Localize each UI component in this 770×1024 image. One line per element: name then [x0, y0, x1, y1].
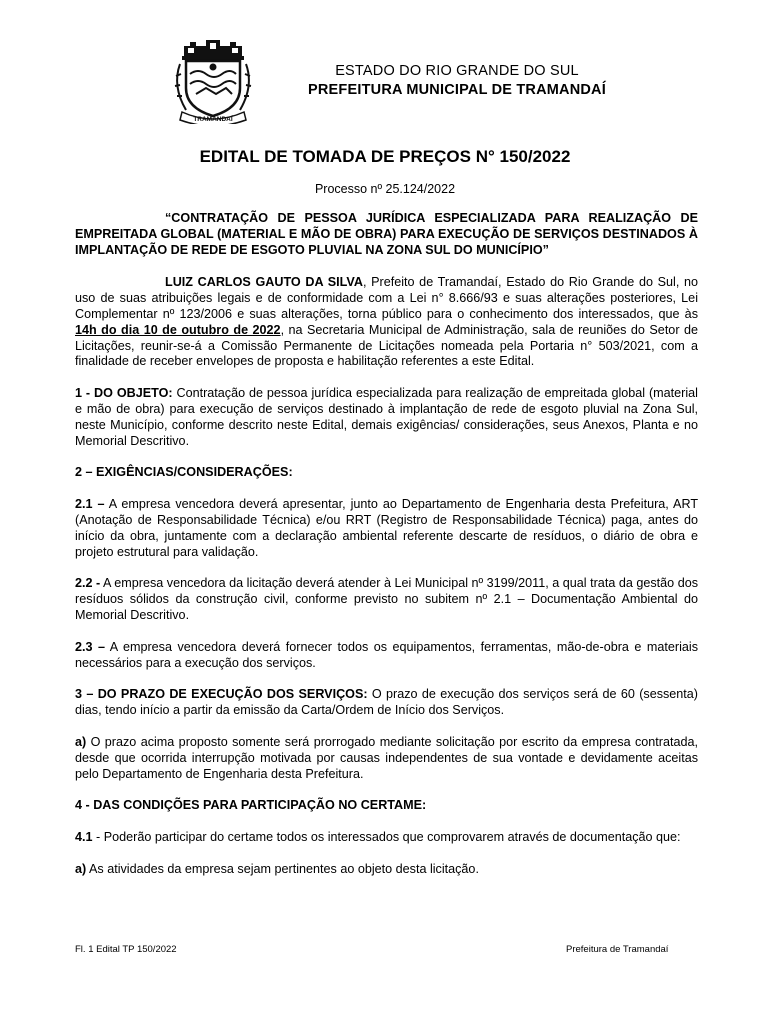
document-title: EDITAL DE TOMADA DE PREÇOS N° 150/2022: [199, 147, 571, 166]
footer-page-reference: Fl. 1 Edital TP 150/2022: [75, 944, 177, 955]
section-3-text: O prazo de execução dos serviços será de 60 (sessenta) dias, tendo início a partir da emissão da Carta/Ordem de Início dos Serviços.: [75, 687, 698, 718]
footer-issuer: Prefeitura de Tramandaí: [566, 944, 669, 955]
item-4-1-a: [75, 862, 698, 878]
item-2-2: [75, 576, 698, 623]
item-2-2-label: 2.2 -: [75, 576, 101, 591]
item-4-1-a-text: As atividades da empresa sejam pertinentes ao objeto desta licitação.: [86, 861, 479, 876]
item-4-1-text: - Poderão participar do certame todos os interessados que comprovarem através de documentação que:: [92, 830, 681, 845]
item-2-3-text: A empresa vencedora deverá fornecer todos os equipamentos, ferramentas, mão-de-obra e materiais necessários para a execução dos serviços.: [75, 639, 698, 670]
item-2-1-text: A empresa vencedora deverá apresentar, junto ao Departamento de Engenharia desta Prefeitura, ART (Anotação de Responsabilidade Técnica) e/ou RRT (Registro de Responsabilidade Técnica) paga, antes do início da obra, juntamente com a declaração ambiental referente descarte de resíduos, o diário de obra e projeto estrutural para validação.: [75, 497, 699, 559]
svg-text:TRAMANDAÍ: TRAMANDAÍ: [193, 116, 233, 123]
object-summary: “CONTRATAÇÃO DE PESSOA JURÍDICA ESPECIALIZADA PARA REALIZAÇÃO DE EMPREITADA GLOBAL (MATERIAL E MÃO DE OBRA) PARA EXECUÇÃO DE SERVIÇOS DESTINADOS À IMPLANTAÇÃO DE REDE DE ESGOTO PLUVIAL NA ZONA SUL DO MUNICÍPIO”: [75, 211, 698, 257]
section-2-heading: 2 – EXIGÊNCIAS/CONSIDERAÇÕES:: [75, 465, 293, 480]
item-2-3-label: 2.3 –: [75, 639, 105, 654]
item-2-1: [75, 497, 698, 560]
section-3-deadline: [75, 687, 698, 719]
section-3-label: 3 – DO PRAZO DE EXECUÇÃO DOS SERVIÇOS:: [75, 687, 368, 702]
section-1-text: Contratação de pessoa jurídica especializada para realização de empreitada global (material e mão de obra) para execução de serviços destinado à implantação de rede de esgoto pluvial na Zona Sul, neste Município, conforme descrito neste Edital, demais exigências/ considerações, seus Anexos, Planta e no Memorial Descritivo.: [75, 386, 698, 448]
mayor-name: LUIZ CARLOS GAUTO DA SILVA: [165, 275, 363, 290]
session-datetime: 14h do dia 10 de outubro de 2022: [75, 322, 281, 337]
item-2-1-label: 2.1 –: [75, 497, 105, 512]
item-4-1-a-label: a): [75, 861, 87, 876]
section-3-item-a-label: a): [75, 734, 87, 749]
process-number: Processo nº 25.124/2022: [314, 182, 456, 196]
intro-text-b: , na Secretaria Municipal de Administração, sala de reuniões do Setor de Licitações, reunir-se-á a Comissão Permanente de Licitações nomeada pela Portaria n° 503/2021, com a finalidade de receber envelopes de proposta e habilitação referentes a este Edital.: [75, 322, 698, 369]
section-3-item-a-text: O prazo acima proposto somente será prorrogado mediante solicitação por escrito da empresa contratada, desde que ocorrida interrupção motivada por causas independentes de sua vontade e devidamente aceitas pelo Departamento de Engenharia desta Prefeitura.: [75, 734, 698, 781]
state-name: ESTADO DO RIO GRANDE DO SUL: [335, 63, 579, 79]
municipal-crest-logo: [166, 36, 260, 124]
item-4-1-label: 4.1: [75, 830, 93, 845]
section-3-item-a: [75, 735, 698, 782]
item-2-2-text: A empresa vencedora da licitação deverá atender à Lei Municipal nº 3199/2011, a qual trata da gestão dos resíduos sólidos da construção civil, conforme previsto no subitem nº 2.1 – Documentação Ambiental do Memorial Descritivo.: [75, 576, 699, 622]
intro-text-a: , Prefeito de Tramandaí, Estado do Rio Grande do Sul, no uso de suas atribuições legais e de conformidade com a Lei n° 8.666/93 e suas alterações posteriores, Lei Complementar nº 123/2006 e suas alterações, torna público para o conhecimento dos interessados, que às: [75, 275, 698, 321]
intro-paragraph: [75, 275, 698, 370]
section-1-object: [75, 386, 698, 449]
item-2-3: [75, 640, 698, 672]
section-1-label: 1 - DO OBJETO:: [75, 386, 173, 401]
section-4-heading: 4 - DAS CONDIÇÕES PARA PARTICIPAÇÃO NO CERTAME:: [75, 798, 427, 813]
document-body: [75, 211, 698, 878]
municipality-name: PREFEITURA MUNICIPAL DE TRAMANDAÍ: [308, 82, 606, 98]
item-4-1: [75, 830, 698, 846]
